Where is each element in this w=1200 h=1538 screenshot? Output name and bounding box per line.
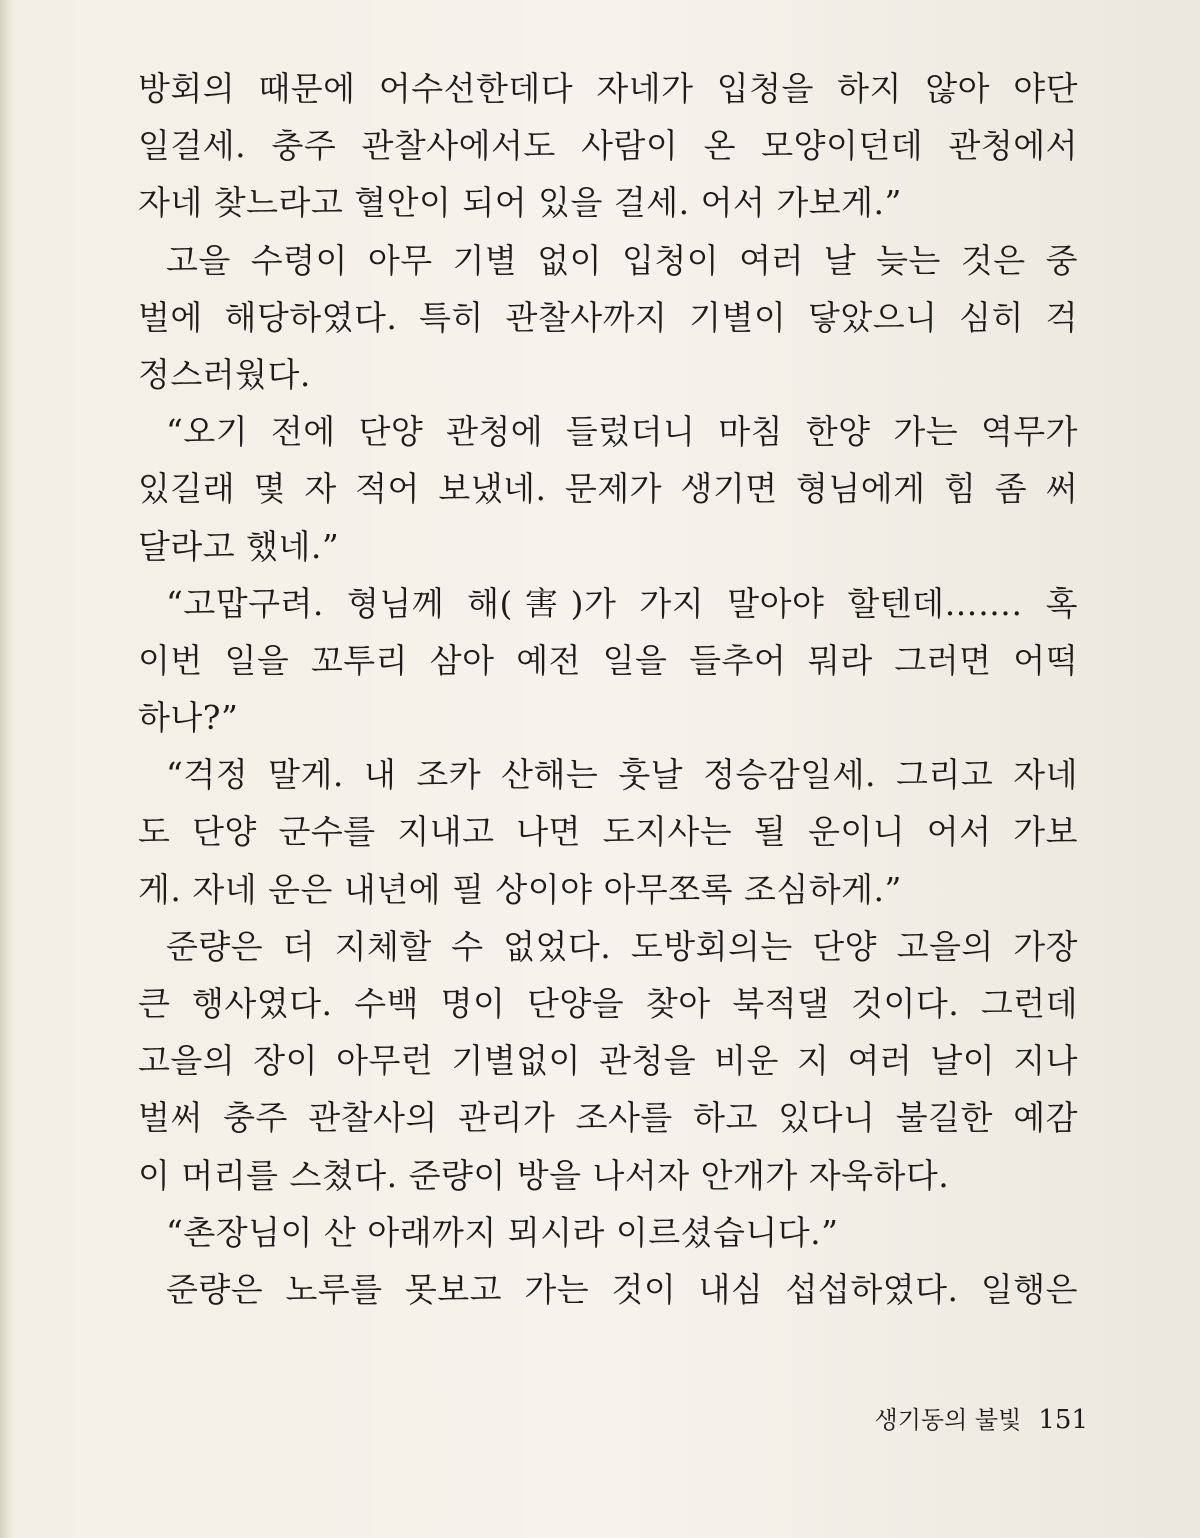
running-title: 생기동의 불빛 — [874, 1406, 1022, 1434]
text-line: 준량은 노루를 못보고 가는 것이 내심 섭섭하였다. 일행은 — [166, 1269, 1078, 1309]
text-line: 고을의 장이 아무런 기별없이 관청을 비운 지 여러 날이 지나 — [138, 1041, 1078, 1081]
text-line: 정스러웠다. — [138, 354, 311, 394]
text-line: “걱정 말게. 내 조카 산해는 훗날 정승감일세. 그리고 자네 — [166, 755, 1078, 795]
text-line: 달라고 했네.” — [138, 526, 340, 566]
text-line: 큰 행사였다. 수백 명이 단양을 찾아 북적댈 것이다. 그런데 — [138, 984, 1078, 1023]
body-text — [138, 60, 1078, 1318]
text-line: 하나?” — [138, 698, 239, 738]
text-line: “촌장님이 산 아래까지 뫼시라 이르셨습니다.” — [166, 1212, 839, 1252]
text-line: “고맙구려. 형님께 해(害)가 가지 말아야 할텐데……. 혹 — [166, 583, 1078, 623]
page-number: 151 — [1038, 1405, 1088, 1435]
text-line: 게. 자네 운은 내년에 필 상이야 아무쪼록 조심하게.” — [138, 869, 902, 909]
text-line: 벌써 충주 관찰사의 관리가 조사를 하고 있다니 불길한 예감 — [138, 1098, 1078, 1138]
page-gutter-shadow — [0, 0, 14, 1538]
text-line: 벌에 해당하였다. 특히 관찰사까지 기별이 닿았으니 심히 걱 — [138, 297, 1078, 337]
text-line: 자네 찾느라고 혈안이 되어 있을 걸세. 어서 가보게.” — [138, 183, 902, 223]
text-line: 이 머리를 스쳤다. 준량이 방을 나서자 안개가 자욱하다. — [138, 1155, 950, 1195]
text-line: 방회의 때문에 어수선한데다 자네가 입청을 하지 않아 야단 — [138, 69, 1078, 108]
text-line: 준량은 더 지체할 수 없었다. 도방회의는 단양 고을의 가장 — [166, 926, 1078, 966]
text-line: “오기 전에 단양 관청에 들렀더니 마침 한양 가는 역무가 — [166, 412, 1078, 452]
text-line: 이번 일을 꼬투리 삼아 예전 일을 들추어 뭐라 그러면 어떡 — [138, 640, 1078, 680]
text-line: 도 단양 군수를 지내고 나면 도지사는 될 운이니 어서 가보 — [138, 812, 1078, 852]
page-footer — [875, 1400, 1088, 1440]
text-line: 일걸세. 충주 관찰사에서도 사람이 온 모양이던데 관청에서 — [138, 126, 1078, 166]
text-line: 있길래 몇 자 적어 보냈네. 문제가 생기면 형님에게 힘 좀 써 — [138, 469, 1078, 509]
text-line: 고을 수령이 아무 기별 없이 입청이 여러 날 늦는 것은 중 — [166, 240, 1078, 280]
